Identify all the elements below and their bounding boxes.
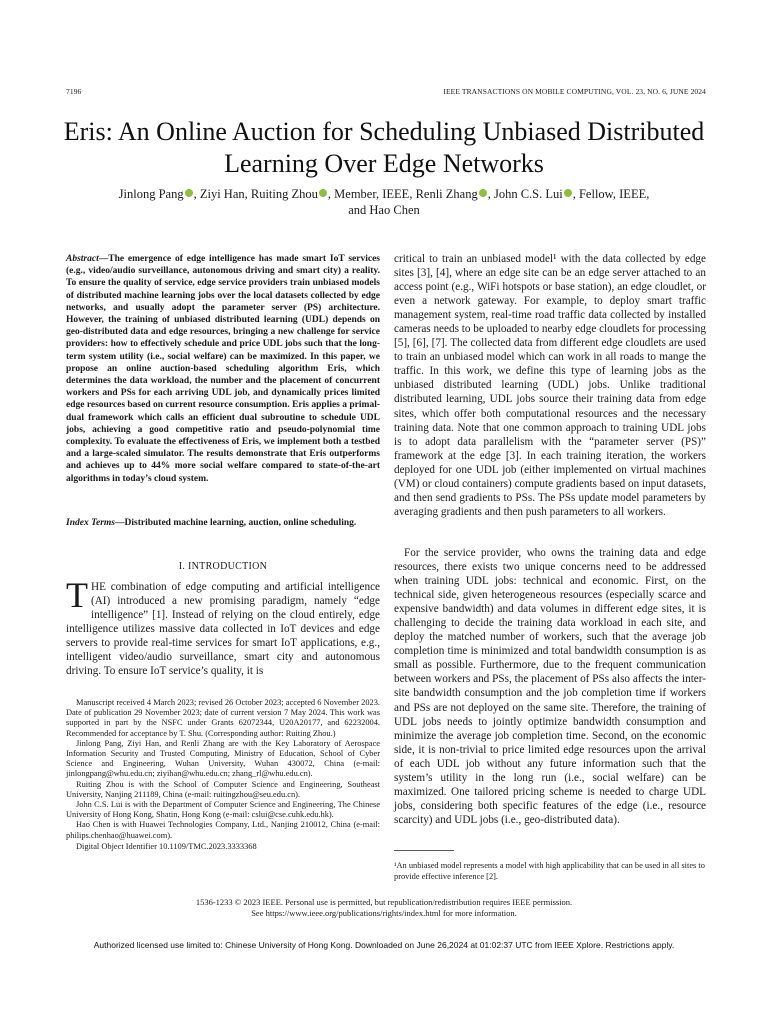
affiliation-note: John C.S. Lui is with the Department of Computer Science and Engineering, The Chinese University of Hong Kong, Shatin, Hong Kong (e-mail: cslui@cse.cuhk.edu.hk). [66,800,380,820]
affiliation-note: Jinlong Pang, Ziyi Han, and Renli Zhang are with the Key Laboratory of Aerospace Information Security and Trusted Computing, Ministry of Education, School of Cyber Science and Engineering, Wuhan University, Wuhan 430072, China (e-mail: jinlongpang@whu.edu.cn; ziyihan@whu.edu.cn; zhang_rl@whu.edu.cn). [66,738,380,779]
intro-text: For the service provider, who owns the training data and edge resources, there exists two unique concerns need to be addressed when training UDL jobs: technical and economic. First, on the technical side, given heterogeneous resources (especially scarce and expensive bandwidth) and data volumes in different edge sites, it is challenging to decide the training data workload in each site, and deploy the matched number of workers, such that the average job completion time is minimized and total bandwidth consumption is as small as possible. Furthermore, due to the frequent communication between workers and PSs, the placement of PSs also affects the inter-site bandwidth consumption and the job completion time if workers and PSs are not deployed on the same site. Therefore, the training of UDL jobs needs to jointly optimize bandwidth consumption and minimize the average job completion time. Second, on the economic side, it is non-trivial to price limited edge resources upon the arrival of each UDL job without any future information such that the system’s utility in the long run (i.e., social welfare) can be maximized. One tailored pricing scheme is needed to charge UDL jobs, considering both specific features of the edge (i.e., resource scarcity) and UDL jobs (i.e., geo-distributed data). [394,547,706,826]
intro-paragraph [66,575,380,678]
manuscript-note: Manuscript received 4 March 2023; revised 26 October 2023; accepted 6 November 2023. Date of publication 29 November 2023; date of current version 7 May 2024. This work was supported in part by the NSFC under Grants 62072344, U20A20177, and 62232004. Recommended for acceptance by T. Shu. (Corresponding author: Ruiting Zhou.) [66,698,380,738]
author-name: , John C.S. Lui [487,187,563,201]
page-number: 7196 [66,87,82,96]
author-name: , Ziyi Han, Ruiting Zhou [193,187,318,201]
journal-header: IEEE TRANSACTIONS ON MOBILE COMPUTING, VOL. 23, NO. 6, JUNE 2024 [443,87,706,96]
affiliation-note: Hao Chen is with Huawei Technologies Company, Ltd., Nanjing 210012, China (e-mail: philips.chenhao@huawei.com). [66,820,380,840]
orcid-icon[interactable] [319,189,327,197]
orcid-icon[interactable] [479,189,487,197]
author-list [60,186,708,218]
author-name: , Fellow, IEEE, [572,187,650,201]
intro-paragraph-continued [394,252,706,519]
author-name: Jinlong Pang [118,187,184,201]
author-name: and Hao Chen [348,203,420,217]
rights-link[interactable]: See https://www.ieee.org/publications/rights/index.html for more information. [251,908,517,918]
intro-text: critical to train an unbiased model¹ with the data collected by edge sites [3], [4], where an edge site can be an edge server attached to an access point (e.g., WiFi hotspots or base station), an edge cloudlet, or even a network gateway. For example, to deploy smart traffic management system, real-time road traffic data collected by installed cameras needs to be uploaded to nearby edge cloudlets for processing [5], [6], [7]. The collected data from different edge cloudlets are used to train an unbiased model which can work in all roads to mange the traffic. In this work, we define this type of learning jobs as the unbiased distributed learning (UDL) jobs. Unlike traditional distributed learning, UDL jobs source their training data from edge sites, which offer both computational resources and the necessary training data. Note that one common approach to training UDL jobs is to adopt data parallelism with the “parameter server (PS)” framework at the edge [3]. In each training iteration, the workers deployed for one UDL job (either implemented on virtual machines (VM) or cloud containers) compute gradients based on input datasets, and then send gradients to PSs. The PSs update model parameters by averaging gradients and then push parameters to all workers. [394,253,706,518]
affiliation-note: Ruiting Zhou is with the School of Computer Science and Engineering, Southeast University, Nanjing 211189, China (e-mail: ruitingzhou@seu.edu.cn). [66,779,380,799]
author-name: , Member, IEEE, Renli Zhang [327,187,478,201]
orcid-icon[interactable] [185,189,193,197]
drop-cap: T [66,575,88,615]
index-terms-label: Index Terms [66,518,116,528]
doi-link[interactable]: Digital Object Identifier 10.1109/TMC.2023.3333368 [76,841,257,851]
abstract-text: —The emergence of edge intelligence has made smart IoT services (e.g., video/audio surveillance, autonomous driving and smart city) a reality. To ensure the quality of service, edge service providers train unbiased models of distributed machine learning jobs over the local datasets collected by edge networks, and usually adopt the parameter server (PS) architecture. However, the training of unbiased distributed learning (UDL) depends on geo-distributed data and edge resources, bringing a new challenge for service providers: how to effectively schedule and price UDL jobs such that the long-term system utility (i.e., social welfare) can be maximized. In this paper, we propose an online auction-based scheduling algorithm Eris, which determines the data workload, the number and the placement of concurrent workers and PSs for each arriving UDL job, and dynamically prices limited edge resources based on current resource consumption. Eris applies a primal-dual framework which calls an efficient dual subroutine to schedule UDL jobs, achieving a good competitive ratio and pseudo-polynomial time complexity. To evaluate the effectiveness of Eris, we implement both a testbed and a large-scaled simulator. The results demonstrate that Eris outperforms and achieves up to 44% more social welfare compared to state-of-the-art algorithms in today’s cloud system. [66,254,380,484]
section-heading: I. INTRODUCTION [178,561,268,572]
author-notes [66,698,380,852]
index-terms-text: —Distributed machine learning, auction, online scheduling. [115,518,357,528]
abstract [66,253,380,485]
footnote: ¹An unbiased model represents a model with high applicability that can be used in all sites to provide effective inference [2]. [394,861,705,881]
authorized-use-notice: Authorized licensed use limited to: Chinese University of Hong Kong. Downloaded on June 26,2024 at 01:02:37 UTC from IEEE Xplore. Restrictions apply. [93,940,675,950]
orcid-icon[interactable] [564,189,572,197]
intro-text: HE combination of edge computing and artificial intelligence (AI) introduced a new promising paradigm, namely “edge intelligence” [1]. Instead of relying on the cloud entirely, edge intelligence utilizes massive data collected in IoT devices and edge servers to provide real-time services for smart IoT applications, e.g., intelligent video/audio surveillance, smart city and autonomous driving. To ensure IoT service’s quality, it is [66,581,380,678]
intro-paragraph-2 [394,546,706,827]
abstract-label: Abstract [66,254,99,264]
footnote-divider [394,850,454,851]
paper-title: Eris: An Online Auction for Scheduling Unbiased Distributed Learning Over Edge Networks [63,117,705,178]
index-terms [66,517,380,529]
copyright-line: 1536-1233 © 2023 IEEE. Personal use is permitted, but republication/redistribution requires IEEE permission. [195,897,573,907]
